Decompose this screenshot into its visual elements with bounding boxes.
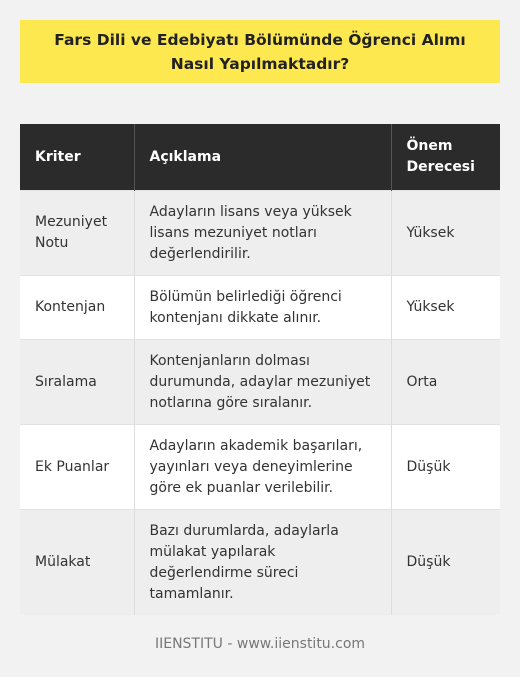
cell-onem: Yüksek — [391, 276, 500, 340]
footer-credit: IIENSTITU - www.iienstitu.com — [154, 636, 366, 652]
table-row — [20, 340, 500, 425]
cell-kriter: Ek Puanlar — [20, 425, 134, 510]
table-header-row — [20, 124, 500, 191]
cell-kriter: Mezuniyet Notu — [20, 191, 134, 276]
column-header-onem: Önem Derecesi — [391, 124, 500, 191]
cell-kriter: Mülakat — [20, 510, 134, 616]
cell-aciklama: Bölümün belirlediği öğrenci kontenjanı dikkate alınır. — [134, 276, 391, 340]
table-row — [20, 276, 500, 340]
cell-aciklama: Adayların akademik başarıları, yayınları veya deneyimlerine göre ek puanlar verilebilir. — [134, 425, 391, 510]
cell-onem: Orta — [391, 340, 500, 425]
cell-aciklama: Kontenjanların dolması durumunda, adaylar mezuniyet notlarına göre sıralanır. — [134, 340, 391, 425]
cell-onem: Düşük — [391, 510, 500, 616]
cell-kriter: Sıralama — [20, 340, 134, 425]
table-row — [20, 425, 500, 510]
criteria-table — [20, 124, 500, 615]
cell-aciklama: Bazı durumlarda, adaylarla mülakat yapılarak değerlendirme süreci tamamlanır. — [134, 510, 391, 616]
cell-aciklama: Adayların lisans veya yüksek lisans mezuniyet notları değerlendirilir. — [134, 191, 391, 276]
cell-kriter: Kontenjan — [20, 276, 134, 340]
table-row — [20, 510, 500, 616]
cell-onem: Düşük — [391, 425, 500, 510]
page-title: Fars Dili ve Edebiyatı Bölümünde Öğrenci Alımı Nasıl Yapılmaktadır? — [54, 30, 466, 73]
cell-onem: Yüksek — [391, 191, 500, 276]
table-row — [20, 191, 500, 276]
column-header-kriter: Kriter — [20, 124, 134, 191]
column-header-aciklama: Açıklama — [134, 124, 391, 191]
title-banner — [20, 20, 500, 83]
